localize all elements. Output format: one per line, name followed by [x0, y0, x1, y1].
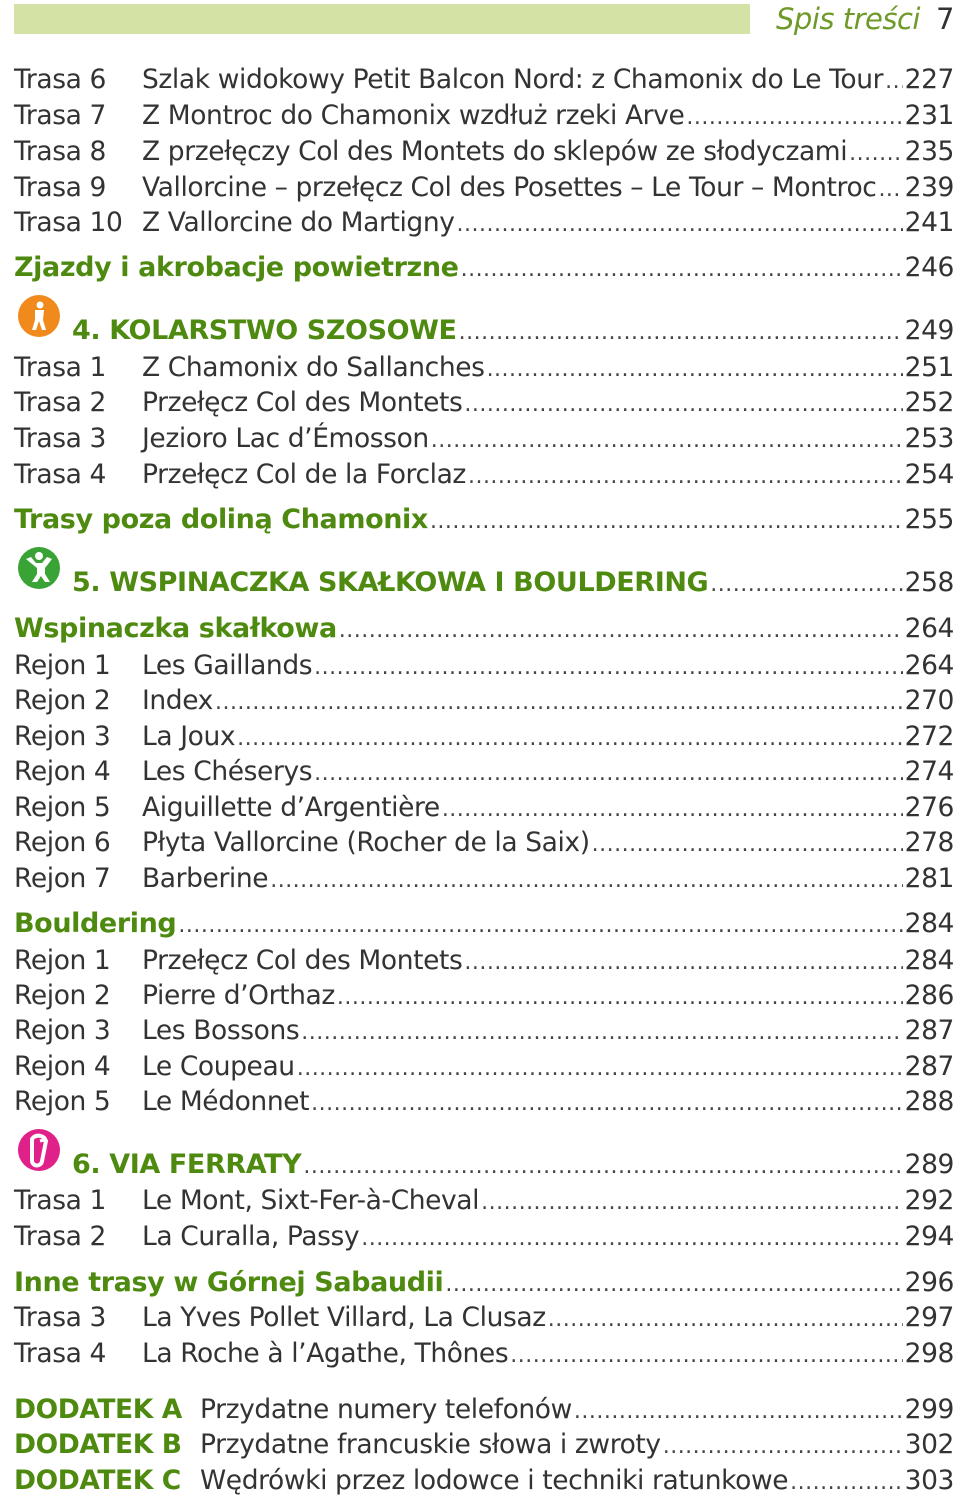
toc-entry-page: 253 — [904, 423, 954, 454]
toc-entry-label: Rejon 6 — [14, 827, 111, 858]
toc-section — [14, 502, 954, 538]
toc-entry-label: Trasa 2 — [14, 387, 106, 418]
toc-entry-page: 299 — [904, 1394, 954, 1425]
toc-entry-page: 274 — [904, 756, 954, 787]
toc-entry-title: Wędrówki przez lodowce i techniki ratunkowe — [200, 1465, 789, 1496]
appendix-label: DODATEK B — [14, 1429, 182, 1460]
dot-leader — [445, 1265, 902, 1303]
dot-leader — [311, 1084, 902, 1122]
toc-entry-title: Inne trasy w Górnej Sabaudii — [14, 1267, 444, 1298]
dot-leader — [461, 250, 903, 288]
toc-appendix — [14, 1427, 954, 1463]
dot-leader — [303, 1147, 902, 1185]
dot-leader — [592, 825, 903, 863]
dot-leader — [314, 648, 902, 686]
toc-entry — [14, 457, 954, 493]
toc-entry — [14, 790, 954, 826]
toc-entry-page: 227 — [904, 64, 954, 95]
dot-leader — [468, 457, 903, 495]
toc-entry-title: Jezioro Lac d’Émosson — [142, 423, 429, 454]
dot-leader — [464, 385, 902, 423]
toc-entry-page: 251 — [904, 352, 954, 383]
toc-entry-label: Trasa 3 — [14, 1302, 106, 1333]
toc-entry-page: 288 — [904, 1086, 954, 1117]
toc-entry — [14, 648, 954, 684]
toc-entry-title: La Roche à l’Agathe, Thônes — [142, 1338, 509, 1369]
toc-entry — [14, 1084, 954, 1120]
toc-entry-title: Les Bossons — [142, 1015, 300, 1046]
toc-entry-title: Le Coupeau — [142, 1051, 295, 1082]
toc-entry-label: Rejon 3 — [14, 1015, 111, 1046]
toc-entry-title: La Yves Pollet Villard, La Clusaz — [142, 1302, 546, 1333]
toc-entry-page: 287 — [904, 1051, 954, 1082]
toc-entry-page: 298 — [904, 1338, 954, 1369]
dot-leader — [885, 62, 902, 100]
toc-entry — [14, 1049, 954, 1085]
toc-entry-title: La Curalla, Passy — [142, 1221, 360, 1252]
dot-leader — [430, 502, 903, 540]
toc-entry-label: Trasa 9 — [14, 172, 106, 203]
toc-entry-title: Pierre d’Orthaz — [142, 980, 335, 1011]
toc-entry — [14, 205, 954, 241]
toc-entry-page: 264 — [904, 613, 954, 644]
dot-leader — [270, 861, 902, 899]
toc-entry — [14, 350, 954, 386]
toc-entry — [14, 170, 954, 206]
toc-entry-label: Trasa 1 — [14, 1185, 106, 1216]
toc-entry — [14, 1300, 954, 1336]
toc-entry-title: Przełęcz Col de la Forclaz — [142, 459, 466, 490]
toc-entry-page: 296 — [904, 1267, 954, 1298]
toc-entry-label: Trasa 10 — [14, 207, 123, 238]
cyclist-icon — [18, 295, 60, 337]
toc-entry — [14, 421, 954, 457]
carabiner-icon — [18, 1129, 60, 1171]
toc-entry-label: Rejon 3 — [14, 721, 111, 752]
toc-entry — [14, 62, 954, 98]
toc-entry-title: Barberine — [142, 863, 269, 894]
toc-entry-page: 297 — [904, 1302, 954, 1333]
dot-leader — [574, 1392, 903, 1430]
toc-chapter — [14, 313, 954, 349]
appendix-label: DODATEK A — [14, 1394, 182, 1425]
toc-entry-title: Wspinaczka skałkowa — [14, 613, 337, 644]
dot-leader — [337, 978, 903, 1016]
toc-entry — [14, 1336, 954, 1372]
toc-entry-title: Les Gaillands — [142, 650, 313, 681]
toc-entry-label: Trasa 7 — [14, 100, 106, 131]
toc-section — [14, 250, 954, 286]
toc-entry-page: 303 — [904, 1465, 954, 1496]
toc-entry — [14, 1183, 954, 1219]
dot-leader — [686, 98, 902, 136]
toc-entry-title: Z Montroc do Chamonix wzdłuż rzeki Arve — [142, 100, 685, 131]
toc-entry-page: 284 — [904, 945, 954, 976]
dot-leader — [361, 1219, 902, 1257]
page-header-title: Spis treści — [776, 2, 920, 36]
toc-entry-title: Z Chamonix do Sallanches — [142, 352, 485, 383]
toc-entry-title: Przełęcz Col des Montets — [142, 387, 463, 418]
dot-leader — [710, 565, 902, 603]
toc-entry-page: 258 — [904, 567, 954, 598]
toc-entry-page: 284 — [904, 908, 954, 939]
toc-entry-page: 302 — [904, 1429, 954, 1460]
toc-entry-page: 292 — [904, 1185, 954, 1216]
toc-entry-label: Rejon 5 — [14, 1086, 111, 1117]
toc-entry-title: Z Vallorcine do Martigny — [142, 207, 455, 238]
toc-entry-title: Aiguillette d’Argentière — [142, 792, 440, 823]
toc-entry — [14, 861, 954, 897]
toc-entry-title: Przydatne numery telefonów — [200, 1394, 572, 1425]
toc-entry-label: Rejon 4 — [14, 1051, 111, 1082]
dot-leader — [314, 754, 902, 792]
toc-entry-page: 270 — [904, 685, 954, 716]
toc-entry-page: 287 — [904, 1015, 954, 1046]
dot-leader — [339, 611, 903, 649]
dot-leader — [215, 683, 903, 721]
toc-entry-page: 286 — [904, 980, 954, 1011]
toc-entry-label: Rejon 7 — [14, 863, 111, 894]
header-bar — [14, 4, 750, 34]
toc-entry-page: 241 — [904, 207, 954, 238]
dot-leader — [442, 790, 903, 828]
toc-entry-page: 264 — [904, 650, 954, 681]
toc-entry — [14, 134, 954, 170]
toc-entry-title: Les Chéserys — [142, 756, 313, 787]
toc-entry-title: Index — [142, 685, 213, 716]
toc-chapter — [14, 1147, 954, 1183]
toc-entry-page: 276 — [904, 792, 954, 823]
toc-entry-title: 6. VIA FERRATY — [72, 1149, 302, 1180]
dot-leader — [878, 170, 902, 208]
toc-entry-label: Trasa 6 — [14, 64, 106, 95]
toc-entry-title: Le Mont, Sixt-Fer-à-Cheval — [142, 1185, 480, 1216]
dot-leader — [431, 421, 903, 459]
toc-entry-label: Rejon 1 — [14, 945, 111, 976]
toc-entry-page: 294 — [904, 1221, 954, 1252]
toc-entry-title: La Joux — [142, 721, 236, 752]
toc-entry — [14, 98, 954, 134]
dot-leader — [459, 313, 903, 351]
toc-entry-title: Płyta Vallorcine (Rocher de la Saix) — [142, 827, 590, 858]
toc-entry-label: Trasa 3 — [14, 423, 106, 454]
toc-entry-label: Rejon 1 — [14, 650, 111, 681]
toc-entry — [14, 943, 954, 979]
toc-entry-label: Rejon 5 — [14, 792, 111, 823]
toc-entry-page: 278 — [904, 827, 954, 858]
toc-entry-page: 255 — [904, 504, 954, 535]
dot-leader — [464, 943, 902, 981]
dot-leader — [849, 134, 902, 172]
appendix-label: DODATEK C — [14, 1465, 181, 1496]
toc-section — [14, 1265, 954, 1301]
toc-entry-page: 235 — [904, 136, 954, 167]
toc-entry — [14, 825, 954, 861]
dot-leader — [237, 719, 902, 757]
toc-entry-title: Przydatne francuskie słowa i zwroty — [200, 1429, 661, 1460]
toc-section — [14, 906, 954, 942]
toc-entry — [14, 978, 954, 1014]
dot-leader — [790, 1463, 902, 1501]
climber-icon — [18, 547, 60, 589]
toc-entry — [14, 1013, 954, 1049]
toc-entry-page: 272 — [904, 721, 954, 752]
toc-entry-page: 252 — [904, 387, 954, 418]
toc-entry — [14, 754, 954, 790]
toc-entry-label: Trasa 1 — [14, 352, 106, 383]
toc-entry-label: Trasa 4 — [14, 1338, 106, 1369]
toc-entry-title: Szlak widokowy Petit Balcon Nord: z Chamonix do Le Tour — [142, 64, 884, 95]
toc-entry-label: Rejon 4 — [14, 756, 111, 787]
toc-entry-label: Trasa 4 — [14, 459, 106, 490]
toc-entry-label: Trasa 2 — [14, 1221, 106, 1252]
dot-leader — [481, 1183, 903, 1221]
toc-entry-title: 5. WSPINACZKA SKAŁKOWA I BOULDERING — [72, 567, 709, 598]
toc-entry-title: Trasy poza doliną Chamonix — [14, 504, 428, 535]
toc-entry-label: Rejon 2 — [14, 980, 111, 1011]
dot-leader — [301, 1013, 902, 1051]
dot-leader — [548, 1300, 903, 1338]
toc-entry-title: Zjazdy i akrobacje powietrzne — [14, 252, 459, 283]
toc-entry-page: 246 — [904, 252, 954, 283]
toc-entry — [14, 385, 954, 421]
toc-entry-page: 289 — [904, 1149, 954, 1180]
toc-entry-title: Z przełęczy Col des Montets do sklepów ze słodyczami — [142, 136, 848, 167]
page-number: 7 — [936, 2, 955, 36]
toc-entry — [14, 1219, 954, 1255]
toc-section — [14, 611, 954, 647]
toc-entry-page: 281 — [904, 863, 954, 894]
toc-chapter — [14, 565, 954, 601]
toc-entry-page: 254 — [904, 459, 954, 490]
toc-entry-page: 239 — [904, 172, 954, 203]
toc-entry-title: Przełęcz Col des Montets — [142, 945, 463, 976]
toc-appendix — [14, 1463, 954, 1499]
toc-entry-title: 4. KOLARSTWO SZOSOWE — [72, 315, 457, 346]
toc-entry-label: Trasa 8 — [14, 136, 106, 167]
toc-entry-page: 231 — [904, 100, 954, 131]
toc-entry-page: 249 — [904, 315, 954, 346]
dot-leader — [663, 1427, 903, 1465]
toc-appendix — [14, 1392, 954, 1428]
dot-leader — [487, 350, 903, 388]
toc-entry — [14, 683, 954, 719]
toc-entry — [14, 719, 954, 755]
toc-entry-title: Vallorcine – przełęcz Col des Posettes – Le Tour – Montroc — [142, 172, 877, 203]
toc-entry-label: Rejon 2 — [14, 685, 111, 716]
dot-leader — [457, 205, 903, 243]
toc-entry-title: Le Médonnet — [142, 1086, 310, 1117]
dot-leader — [297, 1049, 903, 1087]
toc-entry-title: Bouldering — [14, 908, 177, 939]
dot-leader — [178, 906, 902, 944]
dot-leader — [510, 1336, 902, 1374]
